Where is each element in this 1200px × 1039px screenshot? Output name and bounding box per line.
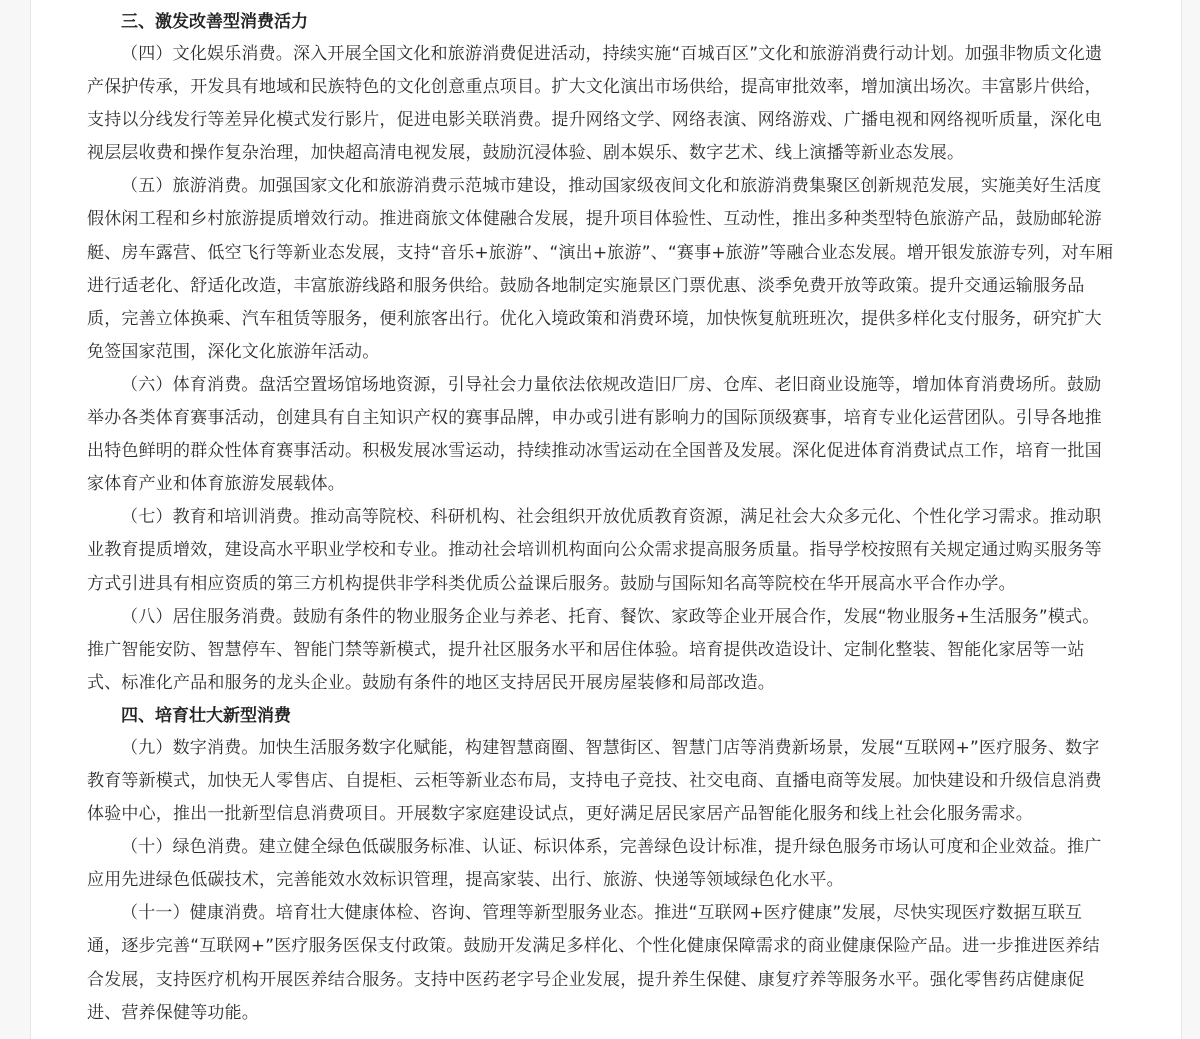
paragraph-line: 推广智能安防、智慧停车、智能门禁等新模式，提升社区服务水平和居住体验。培育提供改造设计、定制化整装、智能化家居等一站 xyxy=(87,639,1085,660)
section-heading-4: 四、培育壮大新型消费 xyxy=(121,705,291,726)
paragraph-line: 进、营养保健等功能。 xyxy=(87,1002,259,1023)
paragraph-line: 举办各类体育赛事活动，创建具有自主知识产权的赛事品牌，申办或引进有影响力的国际顶级赛事，培育专业化运营团队。引导各地推 xyxy=(87,408,1102,429)
paragraph-line: 艇、房车露营、低空飞行等新业态发展，支持“音乐+旅游”、“演出+旅游”、“赛事+旅游”等融合业态发展。增开银发旅游专列，对车厢 xyxy=(87,242,1114,263)
paragraph-line: 假休闲工程和乡村旅游提质增效行动。推进商旅文体健融合发展，提升项目体验性、互动性，推出多种类型特色旅游产品，鼓励邮轮游 xyxy=(87,209,1102,230)
section-heading-3: 三、激发改善型消费活力 xyxy=(121,12,308,32)
paragraph-line: 产保护传承，开发具有地域和民族特色的文化创意重点项目。扩大文化演出市场供给，提高审批效率，增加演出场次。丰富影片供给， xyxy=(87,77,1102,98)
paragraph-line: 视层层收费和操作复杂治理，加快超高清电视发展，鼓励沉浸体验、剧本娱乐、数字艺术、线上演播等新业态发展。 xyxy=(87,143,965,164)
paragraph-line: 方式引进具有相应资质的第三方机构提供非学科类优质公益课后服务。鼓励与国际知名高等院校在华开展高水平合作办学。 xyxy=(87,573,1016,594)
paragraph-line: （八）居住服务消费。鼓励有条件的物业服务企业与养老、托育、餐饮、家政等企业开展合作，发展“物业服务+生活服务”模式。 xyxy=(121,606,1100,627)
paragraph-line: （十一）健康消费。培育壮大健康体检、咨询、管理等新型服务业态。推进“互联网+医疗健康”发展，尽快实现医疗数据互联互 xyxy=(121,903,1083,924)
paragraph-line: （五）旅游消费。加强国家文化和旅游消费示范城市建设，推动国家级夜间文化和旅游消费集聚区创新规范发展，实施美好生活度 xyxy=(121,176,1102,197)
paragraph-line: 业教育提质增效，建设高水平职业学校和专业。推动社会培训机构面向公众需求提高服务质量。指导学校按照有关规定通过购买服务等 xyxy=(87,540,1102,561)
paragraph-residential-services xyxy=(87,601,1151,700)
paragraph-sports xyxy=(87,369,1151,501)
paragraph-education-training xyxy=(87,501,1151,600)
paragraph-cultural-entertainment xyxy=(87,38,1151,170)
paragraph-line: 式、标准化产品和服务的龙头企业。鼓励有条件的地区支持居民开展房屋装修和局部改造。 xyxy=(87,672,775,693)
document-page xyxy=(30,0,1182,1039)
paragraph-line: 通，逐步完善“互联网+”医疗服务医保支付政策。鼓励开发满足多样化、个性化健康保障需求的商业健康保险产品。进一步推进医养结 xyxy=(87,936,1100,957)
paragraph-line: 出特色鲜明的群众性体育赛事活动。积极发展冰雪运动，持续推动冰雪运动在全国普及发展。深化促进体育消费试点工作，培育一批国 xyxy=(87,441,1102,462)
paragraph-line: 教育等新模式，加快无人零售店、自提柜、云柜等新业态布局，支持电子竞技、社交电商、直播电商等发展。加快建设和升级信息消费 xyxy=(87,770,1102,791)
paragraph-line: 体验中心，推出一批新型信息消费项目。开展数字家庭建设试点，更好满足居民家居产品智能化服务和线上社会化服务需求。 xyxy=(87,804,1033,825)
paragraph-line: 家体育产业和体育旅游发展载体。 xyxy=(87,474,345,495)
paragraph-line: 支持以分线发行等差异化模式发行影片，促进电影关联消费。提升网络文学、网络表演、网络游戏、广播电视和网络视听质量，深化电 xyxy=(87,110,1102,131)
article-content xyxy=(87,6,1151,1030)
paragraph-line: （四）文化娱乐消费。深入开展全国文化和旅游消费促进活动，持续实施“百城百区”文化和旅游消费行动计划。加强非物质文化遗 xyxy=(121,44,1103,64)
paragraph-line: 合发展，支持医疗机构开展医养结合服务。支持中医药老字号企业发展，提升养生保健、康复疗养等服务水平。强化零售药店健康促 xyxy=(87,969,1085,990)
paragraph-line: 质，完善立体换乘、汽车租赁等服务，便利旅客出行。优化入境政策和消费环境，加快恢复航班班次，提供多样化支付服务，研究扩大 xyxy=(87,308,1102,329)
paragraph-digital xyxy=(87,732,1151,831)
paragraph-line: （七）教育和培训消费。推动高等院校、科研机构、社会组织开放优质教育资源，满足社会大众多元化、个性化学习需求。推动职 xyxy=(121,507,1102,528)
paragraph-green xyxy=(87,831,1151,897)
paragraph-line: （六）体育消费。盘活空置场馆场地资源，引导社会力量依法依规改造旧厂房、仓库、老旧商业设施等，增加体育消费场所。鼓励 xyxy=(121,374,1102,395)
paragraph-line: 应用先进绿色低碳技术，完善能效水效标识管理，提高家装、出行、旅游、快递等领域绿色化水平。 xyxy=(87,870,844,891)
paragraph-tourism xyxy=(87,170,1151,369)
paragraph-line: （九）数字消费。加快生活服务数字化赋能，构建智慧商圈、智慧街区、智慧门店等消费新场景，发展“互联网+”医疗服务、数字 xyxy=(121,737,1100,758)
paragraph-line: 免签国家范围，深化文化旅游年活动。 xyxy=(87,341,380,362)
paragraph-health xyxy=(87,897,1151,1029)
paragraph-line: （十）绿色消费。建立健全绿色低碳服务标准、认证、标识体系，完善绿色设计标准，提升绿色服务市场认可度和企业效益。推广 xyxy=(121,837,1102,858)
paragraph-line: 进行适老化、舒适化改造，丰富旅游线路和服务供给。鼓励各地制定实施景区门票优惠、淡季免费开放等政策。提升交通运输服务品 xyxy=(87,275,1085,296)
